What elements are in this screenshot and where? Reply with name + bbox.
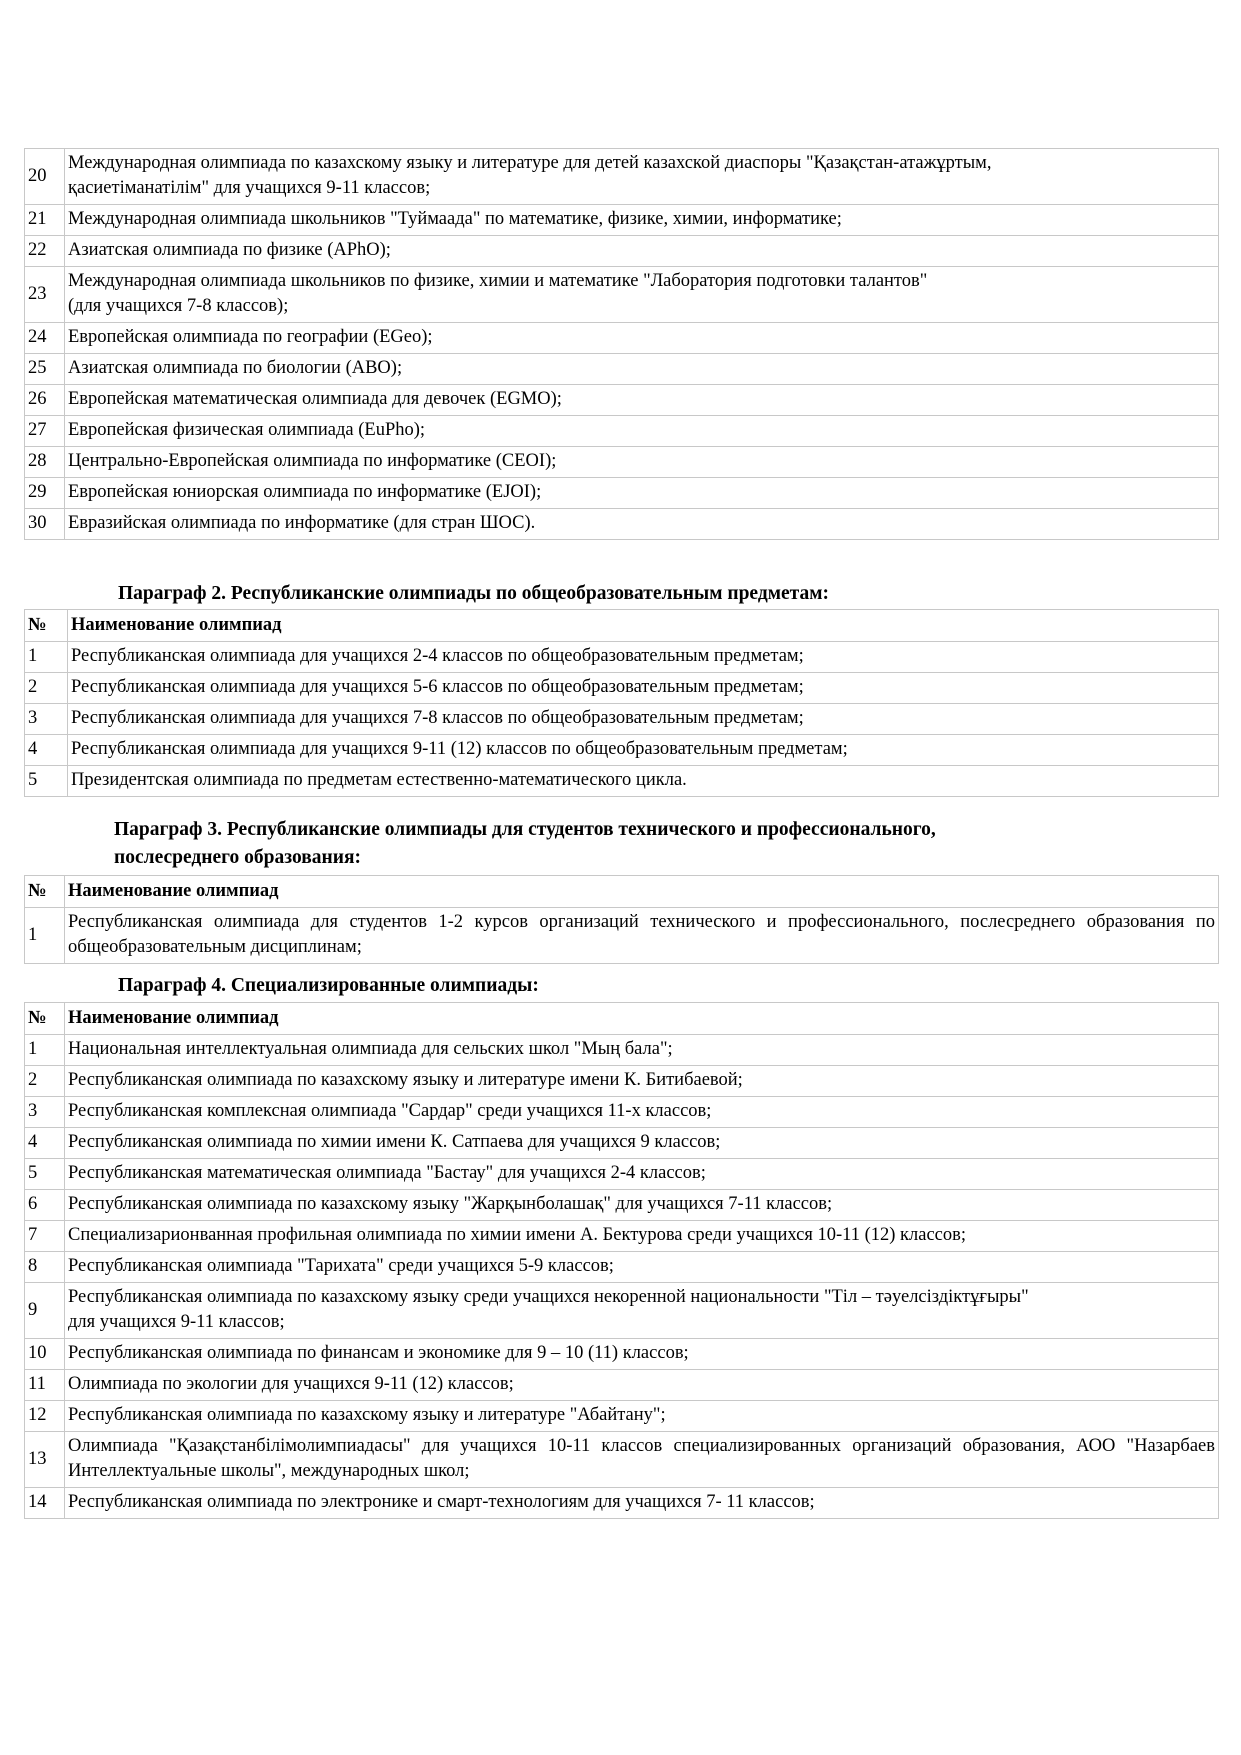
- table-row: [25, 509, 1219, 540]
- table-row: [25, 385, 1219, 416]
- row-number: 5: [25, 1159, 65, 1190]
- olympiad-name: Республиканская олимпиада по химии имени К. Сатпаева для учащихся 9 классов;: [65, 1128, 1219, 1159]
- table-row: [25, 1035, 1219, 1066]
- row-number: 2: [25, 1066, 65, 1097]
- olympiad-name: Республиканская математическая олимпиада "Бастау" для учащихся 2-4 классов;: [65, 1159, 1219, 1190]
- table-row: [25, 149, 1219, 205]
- row-number: 29: [25, 478, 65, 509]
- table-row: [25, 908, 1219, 964]
- international-olympiads-table: [24, 148, 1219, 540]
- row-number: 1: [25, 642, 68, 673]
- name-column-header: Наименование олимпиад: [65, 876, 1219, 908]
- olympiad-name: Европейская олимпиада по географии (EGeo);: [65, 323, 1219, 354]
- olympiad-name: Олимпиада "Қазақстанбілімолимпиадасы" для учащихся 10-11 классов специализированных организаций образования, АОО "Назарбаев Интеллектуальные школы", международных школ;: [65, 1432, 1219, 1488]
- olympiad-name: [65, 1283, 1219, 1339]
- paragraph-2-heading: Параграф 2. Республиканские олимпиады по общеобразовательным предметам:: [118, 583, 829, 604]
- republican-olympiads-table: [24, 609, 1219, 797]
- table-row: [25, 766, 1219, 797]
- olympiad-name: Международная олимпиада школьников "Туймаада" по математике, физике, химии, информатике;: [65, 205, 1219, 236]
- olympiad-name: Азиатская олимпиада по физике (APhO);: [65, 236, 1219, 267]
- olympiad-name: Республиканская олимпиада для учащихся 7-8 классов по общеобразовательным предметам;: [68, 704, 1219, 735]
- olympiad-name-line: Республиканская олимпиада по казахскому языку среди учащихся некоренной национальности "Тіл – тәуелсіздіктұғыры": [68, 1287, 1029, 1307]
- table-header-row: [25, 1003, 1219, 1035]
- olympiad-name-line: Международная олимпиада школьников по физике, химии и математике "Лаборатория подготовки талантов": [68, 271, 928, 291]
- table-row: [25, 1221, 1219, 1252]
- olympiad-name: Президентская олимпиада по предметам естественно-математического цикла.: [68, 766, 1219, 797]
- table-row: [25, 1128, 1219, 1159]
- row-number: 8: [25, 1252, 65, 1283]
- row-number: 24: [25, 323, 65, 354]
- paragraph-3-heading-line: Параграф 3. Республиканские олимпиады для студентов технического и профессионального,: [114, 819, 936, 840]
- table-row: [25, 642, 1219, 673]
- row-number: 26: [25, 385, 65, 416]
- row-number: 3: [25, 704, 68, 735]
- row-number: 27: [25, 416, 65, 447]
- table-row: [25, 704, 1219, 735]
- technical-education-olympiads-table: [24, 875, 1219, 964]
- table-row: [25, 447, 1219, 478]
- row-number: 5: [25, 766, 68, 797]
- table-row: [25, 1066, 1219, 1097]
- number-column-header: №: [25, 610, 68, 642]
- row-number: 2: [25, 673, 68, 704]
- table-row: [25, 323, 1219, 354]
- row-number: 14: [25, 1488, 65, 1519]
- olympiad-name: Европейская физическая олимпиада (EuPho);: [65, 416, 1219, 447]
- table-row: [25, 1159, 1219, 1190]
- table-row: [25, 478, 1219, 509]
- olympiad-name: Центрально-Европейская олимпиада по информатике (CEOI);: [65, 447, 1219, 478]
- row-number: 13: [25, 1432, 65, 1488]
- olympiad-name: Республиканская олимпиада для учащихся 9-11 (12) классов по общеобразовательным предметам;: [68, 735, 1219, 766]
- paragraph-3-heading: [114, 816, 936, 872]
- number-column-header: №: [25, 876, 65, 908]
- table-row: [25, 1283, 1219, 1339]
- table-row: [25, 1097, 1219, 1128]
- row-number: 20: [25, 149, 65, 205]
- paragraph-3-heading-line: послесреднего образования:: [114, 847, 361, 868]
- olympiad-name-line: қасиетіманатілім" для учащихся 9-11 классов;: [68, 178, 431, 198]
- table-row: [25, 1252, 1219, 1283]
- paragraph-4-heading: Параграф 4. Специализированные олимпиады:: [118, 975, 539, 996]
- table-row: [25, 1401, 1219, 1432]
- table-header-row: [25, 876, 1219, 908]
- olympiad-name: Европейская юниорская олимпиада по информатике (EJOI);: [65, 478, 1219, 509]
- table-row: [25, 1339, 1219, 1370]
- olympiad-name: Республиканская олимпиада по казахскому языку и литературе имени К. Битибаевой;: [65, 1066, 1219, 1097]
- olympiad-name: [65, 267, 1219, 323]
- name-column-header: Наименование олимпиад: [65, 1003, 1219, 1035]
- row-number: 4: [25, 735, 68, 766]
- olympiad-name: Республиканская олимпиада по казахскому языку "Жарқынболашақ" для учащихся 7-11 классов;: [65, 1190, 1219, 1221]
- olympiad-name: Европейская математическая олимпиада для девочек (EGMO);: [65, 385, 1219, 416]
- table-row: [25, 205, 1219, 236]
- row-number: 22: [25, 236, 65, 267]
- olympiad-name: Республиканская олимпиада по финансам и экономике для 9 – 10 (11) классов;: [65, 1339, 1219, 1370]
- olympiad-name: Олимпиада по экологии для учащихся 9-11 (12) классов;: [65, 1370, 1219, 1401]
- row-number: 21: [25, 205, 65, 236]
- olympiad-name: Азиатская олимпиада по биологии (ABO);: [65, 354, 1219, 385]
- olympiad-name: Республиканская олимпиада по электронике и смарт-технологиям для учащихся 7- 11 классов;: [65, 1488, 1219, 1519]
- table-row: [25, 416, 1219, 447]
- table-header-row: [25, 610, 1219, 642]
- olympiad-name: Республиканская олимпиада для учащихся 5-6 классов по общеобразовательным предметам;: [68, 673, 1219, 704]
- number-column-header: №: [25, 1003, 65, 1035]
- table-row: [25, 354, 1219, 385]
- row-number: 25: [25, 354, 65, 385]
- table-row: [25, 1370, 1219, 1401]
- table-row: [25, 735, 1219, 766]
- olympiad-name: Республиканская олимпиада "Тарихата" среди учащихся 5-9 классов;: [65, 1252, 1219, 1283]
- olympiad-name: Национальная интеллектуальная олимпиада для сельских школ "Мың бала";: [65, 1035, 1219, 1066]
- olympiad-name-line: Международная олимпиада по казахскому языку и литературе для детей казахской диаспоры "Қазақстан-атажұртым,: [68, 153, 992, 173]
- row-number: 10: [25, 1339, 65, 1370]
- name-column-header: Наименование олимпиад: [68, 610, 1219, 642]
- table-row: [25, 673, 1219, 704]
- row-number: 28: [25, 447, 65, 478]
- olympiad-name: Специализарионванная профильная олимпиада по химии имени А. Бектурова среди учащихся 10-11 (12) классов;: [65, 1221, 1219, 1252]
- table-row: [25, 1488, 1219, 1519]
- row-number: 9: [25, 1283, 65, 1339]
- row-number: 23: [25, 267, 65, 323]
- table-row: [25, 267, 1219, 323]
- row-number: 12: [25, 1401, 65, 1432]
- table-row: [25, 236, 1219, 267]
- table-row: [25, 1190, 1219, 1221]
- row-number: 4: [25, 1128, 65, 1159]
- row-number: 7: [25, 1221, 65, 1252]
- row-number: 1: [25, 1035, 65, 1066]
- olympiad-name: Республиканская комплексная олимпиада "Сардар" среди учащихся 11-х классов;: [65, 1097, 1219, 1128]
- row-number: 1: [25, 908, 65, 964]
- olympiad-name: Республиканская олимпиада по казахскому языку и литературе "Абайтану";: [65, 1401, 1219, 1432]
- olympiad-name: [65, 149, 1219, 205]
- olympiad-name: Евразийская олимпиада по информатике (для стран ШОС).: [65, 509, 1219, 540]
- olympiad-name-line: (для учащихся 7-8 классов);: [68, 296, 289, 316]
- olympiad-name: Республиканская олимпиада для студентов 1-2 курсов организаций технического и профессионального, послесреднего образования по общеобразовательным дисциплинам;: [65, 908, 1219, 964]
- olympiad-name: Республиканская олимпиада для учащихся 2-4 классов по общеобразовательным предметам;: [68, 642, 1219, 673]
- row-number: 11: [25, 1370, 65, 1401]
- row-number: 3: [25, 1097, 65, 1128]
- specialized-olympiads-table: [24, 1002, 1219, 1519]
- row-number: 30: [25, 509, 65, 540]
- table-row: [25, 1432, 1219, 1488]
- olympiad-name-line: для учащихся 9-11 классов;: [68, 1312, 285, 1332]
- row-number: 6: [25, 1190, 65, 1221]
